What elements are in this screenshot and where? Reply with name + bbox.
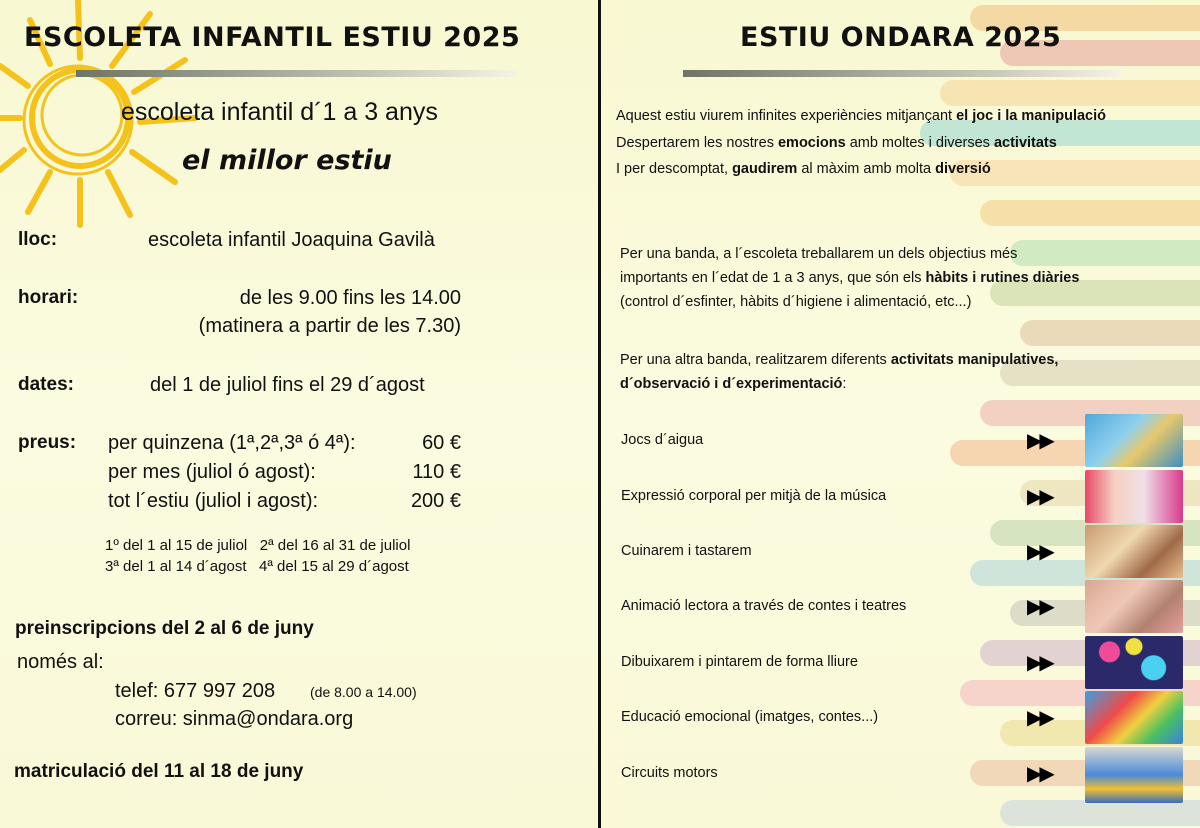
preus-label: preus: — [18, 432, 77, 453]
title-underline — [683, 70, 1121, 77]
activity-item: Circuits motors — [621, 765, 718, 781]
right-title: ESTIU ONDARA 2025 — [740, 22, 1062, 53]
price-item-name: per mes (juliol ó agost): — [108, 461, 316, 483]
play-arrows-icon: ▶▶ — [1027, 430, 1052, 452]
telephone-hours: (de 8.00 a 14.00) — [310, 684, 417, 700]
page-divider — [598, 0, 601, 828]
intro-line: I per descomptat, gaudirem al màxim amb molta diversió — [616, 161, 991, 177]
paragraph-activities: Per una altra banda, realitzarem diferents activitats manipulatives, d´observació i d´experimentació: — [620, 352, 1059, 392]
paragraph-habits: Per una banda, a l´escoleta treballarem un dels objectius més importants en l´edat de 1 a 3 anys, que són els hàbits i rutines diàries (control d´esfinter, hàbits d´higiene i alimentació, etc...) — [620, 246, 1080, 310]
title-underline — [76, 70, 516, 77]
lloc-label: lloc: — [18, 229, 58, 250]
tagline: el millor estiu — [182, 145, 392, 176]
activity-item: Jocs d´aigua — [621, 432, 704, 448]
horari-note: (matinera a partir de les 7.30) — [198, 315, 461, 337]
activity-photo — [1085, 580, 1183, 633]
intro-line: Aquest estiu viurem infinites experiències mitjançant el joc i la manipulació — [616, 108, 1106, 124]
play-arrows-icon: ▶▶ — [1027, 652, 1052, 674]
play-arrows-icon: ▶▶ — [1027, 541, 1052, 563]
activity-photo — [1085, 636, 1183, 689]
dates-label: dates: — [18, 374, 74, 395]
matriculacio: matriculació del 11 al 18 de juny — [14, 761, 304, 782]
subtitle: escoleta infantil d´1 a 3 anys — [121, 98, 438, 126]
preinscripcions: preinscripcions del 2 al 6 de juny — [15, 618, 314, 639]
activity-item: Cuinarem i tastarem — [621, 543, 752, 559]
activity-photo — [1085, 525, 1183, 578]
horari-value: de les 9.00 fins les 14.00 — [239, 287, 461, 309]
price-item-value: 200 € — [410, 490, 461, 512]
dates-value: del 1 de juliol fins el 29 d´agost — [150, 374, 425, 396]
price-item-name: per quinzena (1ª,2ª,3ª ó 4ª): — [108, 432, 356, 454]
play-arrows-icon: ▶▶ — [1027, 486, 1052, 508]
activity-item: Dibuixarem i pintarem de forma lliure — [621, 654, 858, 670]
play-arrows-icon: ▶▶ — [1027, 596, 1052, 618]
activity-item: Animació lectora a través de contes i teatres — [621, 598, 907, 614]
activity-photo — [1085, 691, 1183, 744]
activity-photo — [1085, 747, 1183, 803]
intro-line: Despertarem les nostres emocions amb moltes i diverses activitats — [616, 135, 1057, 151]
email[interactable]: correu: sinma@ondara.org — [115, 708, 354, 730]
price-item-name: tot l´estiu (juliol i agost): — [108, 490, 319, 512]
activity-photo — [1085, 414, 1183, 467]
nomes-al: només al: — [17, 651, 104, 673]
price-item-value: 60 € — [422, 432, 461, 454]
horari-label: horari: — [18, 287, 79, 308]
left-title: ESCOLETA INFANTIL ESTIU 2025 — [24, 22, 521, 53]
price-item-value: 110 € — [412, 461, 461, 483]
play-arrows-icon: ▶▶ — [1027, 763, 1052, 785]
quinzena-note: 1º del 1 al 15 de juliol 2ª del 16 al 31 de juliol — [105, 537, 411, 554]
play-arrows-icon: ▶▶ — [1027, 707, 1052, 729]
activity-item: Educació emocional (imatges, contes...) — [621, 709, 879, 725]
activity-item: Expressió corporal per mitjà de la música — [621, 488, 887, 504]
activity-photo — [1085, 470, 1183, 523]
telephone[interactable]: telef: 677 997 208 — [115, 680, 276, 702]
quinzena-note: 3ª del 1 al 14 d´agost 4ª del 15 al 29 d´agost — [105, 558, 409, 575]
lloc-value: escoleta infantil Joaquina Gavilà — [148, 229, 435, 251]
